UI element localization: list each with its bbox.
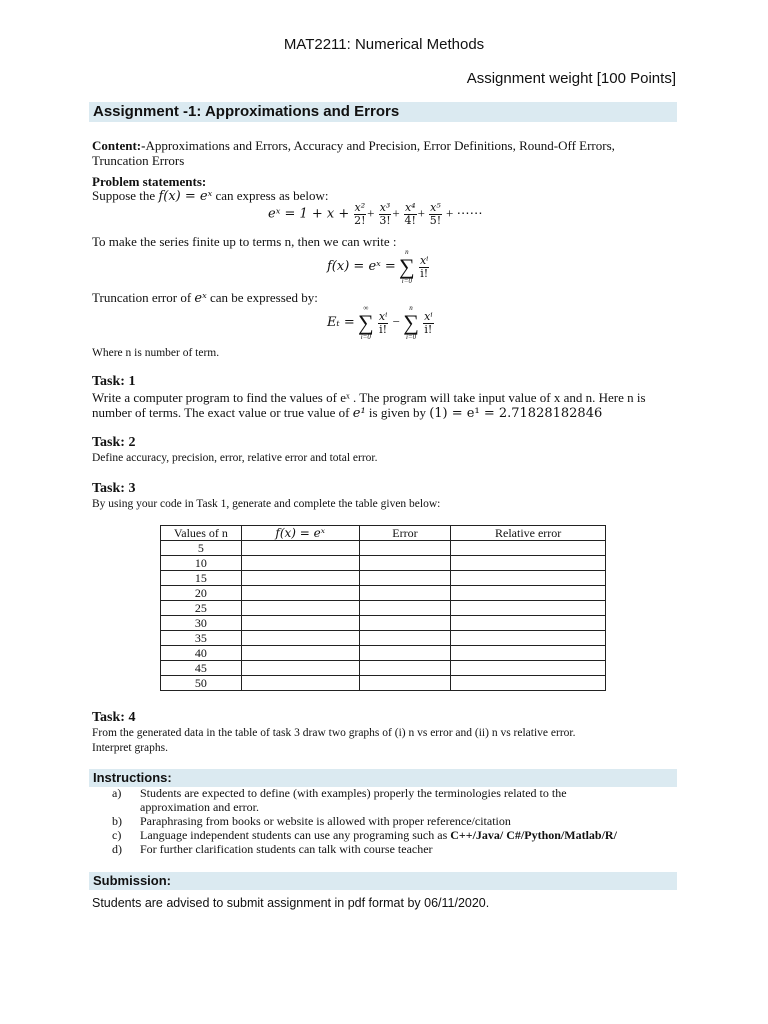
instruction-item	[112, 828, 672, 842]
task-2-text: Define accuracy, precision, error, relative error and total error.	[92, 452, 378, 464]
where-text: Where n is number of term.	[92, 347, 220, 359]
suppose-suffix: can express as below:	[215, 188, 329, 203]
item-marker: b)	[112, 814, 122, 828]
table-row	[161, 541, 606, 556]
task-2-heading: Task: 2	[92, 435, 136, 450]
cell-relative-error[interactable]	[451, 676, 606, 691]
content-paragraph	[92, 138, 682, 168]
assignment-weight: Assignment weight [100 Points]	[466, 70, 676, 87]
instructions-list	[112, 786, 672, 856]
cell-n: 20	[161, 586, 242, 601]
cell-n: 35	[161, 631, 242, 646]
cell-fx[interactable]	[241, 661, 359, 676]
cell-fx[interactable]	[241, 541, 359, 556]
cell-n: 5	[161, 541, 242, 556]
truncation-equation	[327, 304, 435, 342]
item-text: Students are expected to define (with examples) properly the terminologies related to the	[140, 786, 567, 800]
cell-error[interactable]	[359, 676, 451, 691]
table-header-row	[161, 526, 606, 541]
series-term: $\frac{\text{x³}}{3!}$	[379, 201, 391, 227]
table-row	[161, 571, 606, 586]
cell-fx[interactable]	[241, 556, 359, 571]
table-row	[161, 646, 606, 661]
trunc-suffix: can be expressed by:	[209, 290, 318, 305]
cell-fx[interactable]	[241, 631, 359, 646]
instructions-heading: Instructions:	[89, 769, 677, 787]
task-1-line2-prefix: number of terms. The exact value or true value of	[92, 405, 350, 420]
col-header-n: Values of n	[161, 526, 242, 541]
item-marker: a)	[112, 786, 122, 800]
task-3-heading: Task: 3	[92, 481, 136, 496]
minus-sign: −	[392, 313, 400, 329]
item-text: For further clarification students can talk with course teacher	[140, 842, 433, 856]
cell-error[interactable]	[359, 571, 451, 586]
table-row	[161, 631, 606, 646]
trunc-lhs: Eₜ =	[327, 314, 355, 330]
table-row	[161, 586, 606, 601]
results-table	[160, 525, 606, 691]
finite-lhs: f(x) = eˣ =	[327, 258, 396, 274]
cell-relative-error[interactable]	[451, 661, 606, 676]
cell-n: 45	[161, 661, 242, 676]
task-1-line2-mid: is given by	[368, 405, 426, 420]
finite-sum-equation	[327, 248, 430, 286]
cell-fx[interactable]	[241, 646, 359, 661]
cell-n: 30	[161, 616, 242, 631]
task-4-line1: From the generated data in the table of task 3 draw two graphs of (i) n vs error and (ii) n vs relative error.	[92, 727, 576, 739]
task-1-math1: e¹	[352, 406, 366, 421]
item-marker: c)	[112, 828, 122, 842]
item-text-cont: approximation and error.	[140, 800, 259, 814]
suppose-math: f(x) = eˣ	[158, 189, 213, 204]
cell-error[interactable]	[359, 646, 451, 661]
cell-relative-error[interactable]	[451, 616, 606, 631]
task-4-heading: Task: 4	[92, 710, 136, 725]
cell-error[interactable]	[359, 556, 451, 571]
sigma-symbol: ∞ ∑ i=0	[357, 304, 374, 341]
cell-error[interactable]	[359, 541, 451, 556]
col-header-error: Error	[359, 526, 451, 541]
series-tail: + ⋯⋯	[446, 205, 483, 221]
content-text: Approximations and Errors, Accuracy and Precision, Error Definitions, Round-Off Errors,	[145, 138, 615, 153]
sum-fraction: $\frac{\text{xⁱ}}{i!}$	[419, 253, 429, 280]
task-1-line1: Write a computer program to find the values of eˣ . The program will take input value of x and n. Here n is	[92, 390, 646, 405]
submission-heading: Submission:	[89, 872, 677, 890]
cell-relative-error[interactable]	[451, 571, 606, 586]
series-term: $\frac{\text{x²}}{2!}$	[354, 201, 366, 227]
cell-fx[interactable]	[241, 571, 359, 586]
content-text-line2: Truncation Errors	[92, 153, 185, 168]
cell-fx[interactable]	[241, 616, 359, 631]
languages-list: C++/Java/ C#/Python/Matlab/R/	[450, 828, 617, 842]
table-row	[161, 661, 606, 676]
table-row	[161, 556, 606, 571]
table-row	[161, 676, 606, 691]
task-4-text	[92, 726, 682, 756]
col-header-relative-error: Relative error	[451, 526, 606, 541]
finite-text: To make the series finite up to terms n, then we can write :	[92, 234, 397, 249]
task-1-math2: (1) = e¹ = 2.71828182846	[429, 406, 603, 421]
item-text: Paraphrasing from books or website is allowed with proper reference/citation	[140, 814, 511, 828]
cell-relative-error[interactable]	[451, 556, 606, 571]
cell-relative-error[interactable]	[451, 541, 606, 556]
suppose-prefix: Suppose the	[92, 188, 156, 203]
task-3-text: By using your code in Task 1, generate and complete the table given below:	[92, 498, 441, 510]
cell-fx[interactable]	[241, 586, 359, 601]
trunc-prefix: Truncation error of	[92, 290, 192, 305]
cell-error[interactable]	[359, 661, 451, 676]
sigma-symbol: n ∑ i=0	[403, 304, 419, 341]
cell-n: 15	[161, 571, 242, 586]
series-equation: eˣ = 1 + x + $\frac{\text{x²}}{2!}$ + $\frac{\text{x³}}{3!}$ + $\frac{\text{x⁴}}{4!}$ + $\frac{\text{x⁵}}{5!}$ + ⋯⋯	[268, 201, 483, 227]
submission-text: Students are advised to submit assignment in pdf format by 06/11/2020.	[92, 896, 490, 910]
cell-error[interactable]	[359, 601, 451, 616]
trunc-math: eˣ	[194, 291, 207, 306]
cell-relative-error[interactable]	[451, 586, 606, 601]
sigma-symbol: n ∑ i=0	[399, 248, 415, 285]
problem-heading	[92, 174, 206, 189]
problem-heading-text: Problem statements:	[92, 174, 207, 189]
cell-fx[interactable]	[241, 676, 359, 691]
cell-error[interactable]	[359, 586, 451, 601]
item-marker: d)	[112, 842, 122, 856]
course-title: MAT2211: Numerical Methods	[283, 36, 485, 53]
task-1-heading: Task: 1	[92, 374, 136, 389]
col-header-fx: f(x) = eˣ	[241, 526, 359, 541]
table-row	[161, 601, 606, 616]
instruction-item	[112, 786, 672, 814]
sum-fraction: $\frac{\text{xⁱ}}{i!}$	[424, 309, 433, 336]
cell-fx[interactable]	[241, 601, 359, 616]
series-lhs: eˣ = 1 + x +	[268, 206, 350, 222]
cell-n: 50	[161, 676, 242, 691]
series-term: $\frac{\text{x⁴}}{4!}$	[404, 201, 416, 227]
assignment-title: Assignment -1: Approximations and Errors	[89, 102, 677, 122]
cell-error[interactable]	[359, 631, 451, 646]
cell-error[interactable]	[359, 616, 451, 631]
cell-relative-error[interactable]	[451, 601, 606, 616]
table-row	[161, 616, 606, 631]
task-4-line2: Interpret graphs.	[92, 742, 168, 754]
cell-n: 10	[161, 556, 242, 571]
series-term: $\frac{\text{x⁵}}{5!}$	[429, 201, 442, 227]
cell-n: 40	[161, 646, 242, 661]
cell-relative-error[interactable]	[451, 646, 606, 661]
content-label: Content:-	[92, 138, 146, 153]
item-text: Language independent students can use any programing such as	[140, 828, 451, 842]
sum-fraction: $\frac{\text{xⁱ}}{i!}$	[378, 309, 388, 336]
instruction-item	[112, 814, 672, 828]
truncation-line	[92, 290, 318, 306]
instruction-item	[112, 842, 672, 856]
cell-relative-error[interactable]	[451, 631, 606, 646]
task-1-text	[92, 390, 692, 421]
cell-n: 25	[161, 601, 242, 616]
